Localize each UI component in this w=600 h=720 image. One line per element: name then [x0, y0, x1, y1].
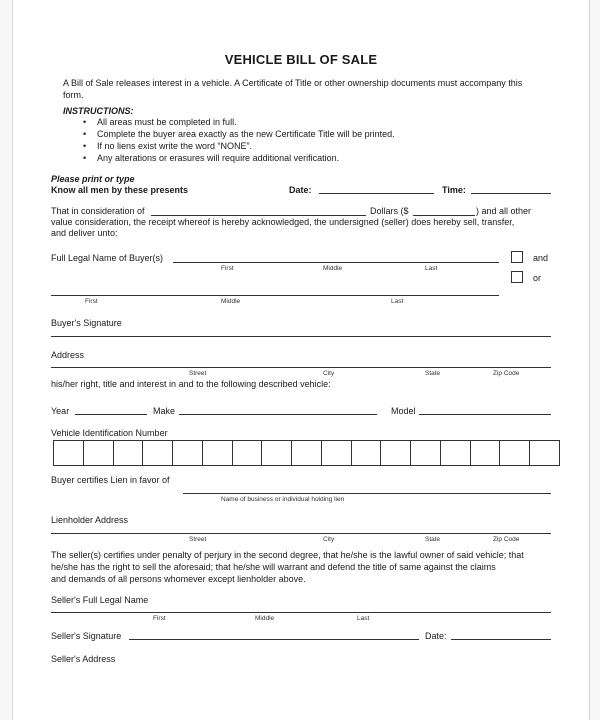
seller-address-label: Seller's Address — [51, 654, 116, 664]
instructions-list — [83, 116, 395, 164]
vin-cell[interactable] — [54, 441, 84, 465]
or-checkbox[interactable] — [511, 271, 523, 283]
and-label: and — [533, 253, 549, 263]
vin-cell[interactable] — [114, 441, 144, 465]
vin-cell[interactable] — [441, 441, 471, 465]
seller-name-field[interactable] — [51, 612, 551, 613]
caption-middle: Middle — [323, 265, 343, 272]
print-note: Please print or type — [51, 174, 135, 184]
dollars-amount-field[interactable] — [413, 215, 475, 216]
vin-label: Vehicle Identification Number — [51, 428, 168, 438]
vin-cell[interactable] — [471, 441, 501, 465]
vin-cell[interactable] — [173, 441, 203, 465]
document-page — [12, 0, 590, 720]
vin-cell[interactable] — [203, 441, 233, 465]
seller-full-name-label: Seller's Full Legal Name — [51, 595, 149, 605]
vin-grid[interactable] — [53, 440, 560, 466]
instruction-item: • If no liens exist write the word “NONE”. — [83, 140, 395, 152]
vin-cell[interactable] — [292, 441, 322, 465]
lien-favor-label: Buyer certifies Lien in favor of — [51, 475, 170, 485]
caption-last: Last — [425, 265, 438, 272]
consideration-line-2: value consideration, the receipt whereof is hereby acknowledged, the undersigned (seller) does hereby sell, transfer, — [51, 217, 515, 227]
vin-cell[interactable] — [411, 441, 441, 465]
page-title: VEHICLE BILL OF SALE — [224, 52, 378, 67]
vin-cell[interactable] — [84, 441, 114, 465]
caption-zip: Zip Code — [493, 370, 520, 377]
vin-cell[interactable] — [381, 441, 411, 465]
make-field[interactable] — [179, 414, 377, 415]
model-label: Model — [391, 406, 416, 416]
or-label: or — [533, 273, 542, 283]
caption-last: Last — [357, 615, 370, 622]
model-field[interactable] — [419, 414, 551, 415]
seller-signature-label: Seller's Signature — [51, 631, 122, 641]
caption-first: First — [221, 265, 234, 272]
dollars-label: Dollars ($ — [370, 206, 409, 216]
year-field[interactable] — [75, 414, 147, 415]
caption-first: First — [153, 615, 166, 622]
buyer-name-field-2[interactable] — [51, 295, 499, 296]
lienholder-address-label: Lienholder Address — [51, 515, 129, 525]
buyer-signature-label: Buyer's Signature — [51, 318, 122, 328]
all-other-label: ) and all other — [476, 206, 532, 216]
date-field[interactable] — [319, 193, 434, 194]
caption-lienholder: Name of business or individual holding lien — [221, 496, 345, 503]
vin-cell[interactable] — [262, 441, 292, 465]
time-field[interactable] — [471, 193, 551, 194]
intro-line-2: form. — [63, 90, 84, 100]
consideration-label: That in consideration of — [51, 206, 145, 216]
instruction-item: • Complete the buyer area exactly as the new Certificate Title will be printed. — [83, 128, 395, 140]
lienholder-address-field[interactable] — [51, 533, 551, 534]
vin-cell[interactable] — [352, 441, 382, 465]
time-label: Time: — [442, 185, 466, 195]
caption-city: City — [323, 536, 335, 543]
instructions-heading: INSTRUCTIONS: — [63, 106, 134, 116]
year-label: Year — [51, 406, 70, 416]
caption-street: Street — [189, 536, 207, 543]
perjury-line-1: The seller(s) certifies under penalty of perjury in the second degree, that he/she is the lawful owner of said vehicle; that — [51, 550, 524, 560]
buyer-full-name-label: Full Legal Name of Buyer(s) — [51, 253, 164, 263]
vin-cell[interactable] — [143, 441, 173, 465]
vin-cell[interactable] — [233, 441, 263, 465]
transfer-text: his/her right, title and interest in and to the following described vehicle: — [51, 379, 331, 389]
perjury-line-3: and demands of all persons whomever except lienholder above. — [51, 574, 306, 584]
seller-date-field[interactable] — [451, 639, 551, 640]
caption-street: Street — [189, 370, 207, 377]
make-label: Make — [153, 406, 176, 416]
consideration-line-3: and deliver unto: — [51, 228, 118, 238]
caption-city: City — [323, 370, 335, 377]
buyer-address-field[interactable] — [51, 367, 551, 368]
caption-zip: Zip Code — [493, 536, 520, 543]
and-checkbox[interactable] — [511, 251, 523, 263]
seller-date-label: Date: — [425, 631, 447, 641]
lienholder-name-field[interactable] — [183, 493, 551, 494]
caption-state: State — [425, 536, 441, 543]
seller-signature-field[interactable] — [129, 639, 419, 640]
caption-last: Last — [391, 298, 404, 305]
caption-middle: Middle — [255, 615, 275, 622]
instruction-item: • Any alterations or erasures will require additional verification. — [83, 152, 395, 164]
date-label: Date: — [289, 185, 312, 195]
intro-line-1: A Bill of Sale releases interest in a vehicle. A Certificate of Title or other ownership documents must accompany this — [63, 78, 523, 88]
buyer-address-label: Address — [51, 350, 85, 360]
instruction-item: • All areas must be completed in full. — [83, 116, 395, 128]
caption-state: State — [425, 370, 441, 377]
know-all-text: Know all men by these presents — [51, 185, 189, 195]
perjury-line-2: he/she has the right to sell the aforesaid; that he/she will warrant and defend the title of same against the claims — [51, 562, 496, 572]
buyer-name-field-1[interactable] — [173, 262, 499, 263]
buyer-signature-field[interactable] — [51, 336, 551, 337]
caption-first: First — [85, 298, 98, 305]
caption-middle: Middle — [221, 298, 241, 305]
vin-cell[interactable] — [500, 441, 530, 465]
vin-cell[interactable] — [322, 441, 352, 465]
consideration-amount-words-field[interactable] — [151, 215, 366, 216]
vin-cell[interactable] — [530, 441, 559, 465]
